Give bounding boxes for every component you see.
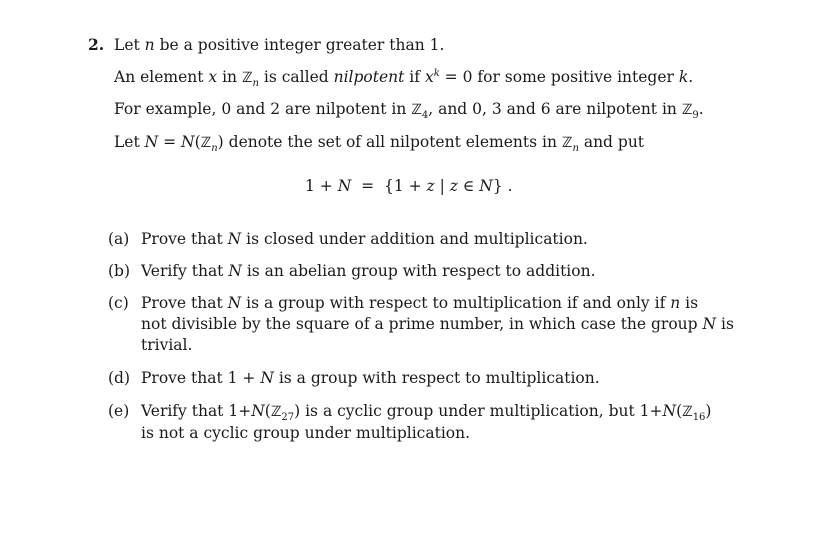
part-a-text: Prove that N is closed under addition and multiplication. (141, 230, 588, 248)
part-c-text: Prove that N is a group with respect to multiplication if and only if n is not divisible by the square of a prime number, in which case the group N is trivial. (141, 294, 734, 354)
part-d-label: (d) (108, 369, 131, 387)
problem-number: 2. (88, 35, 105, 54)
part-d-text: Prove that 1 + N is a group with respect to multiplication. (141, 369, 600, 387)
part-a-label: (a) (108, 230, 130, 248)
part-b-text: Verify that N is an abelian group with respect to addition. (141, 262, 596, 280)
set-definition-line: Let N = N(ℤ$_n$) denote the set of all nilpotent elements in ℤ$_n$ and put (114, 133, 645, 155)
part-e-text: Verify that 1+N(ℤ$_{27}$) is a cyclic group under multiplication, but 1+N(ℤ$_{16}$) is not a cyclic group under multiplication. (141, 402, 712, 442)
problem-intro-line: 2. Let n be a positive integer greater than 1. (88, 35, 445, 54)
part-e-label: (e) (108, 402, 130, 420)
display-formula: 1 + N = {1 + z | z ∈ N} . (305, 177, 513, 195)
part-b-label: (b) (108, 262, 131, 280)
example-line: For example, 0 and 2 are nilpotent in ℤ$_4$, and 0, 3 and 6 are nilpotent in ℤ$_9$. (114, 100, 704, 122)
definition-line: An element x in ℤ$_n$ is called nilpotent if $x^k = 0$ for some positive integer k. (114, 67, 694, 90)
part-c-label: (c) (108, 294, 129, 312)
